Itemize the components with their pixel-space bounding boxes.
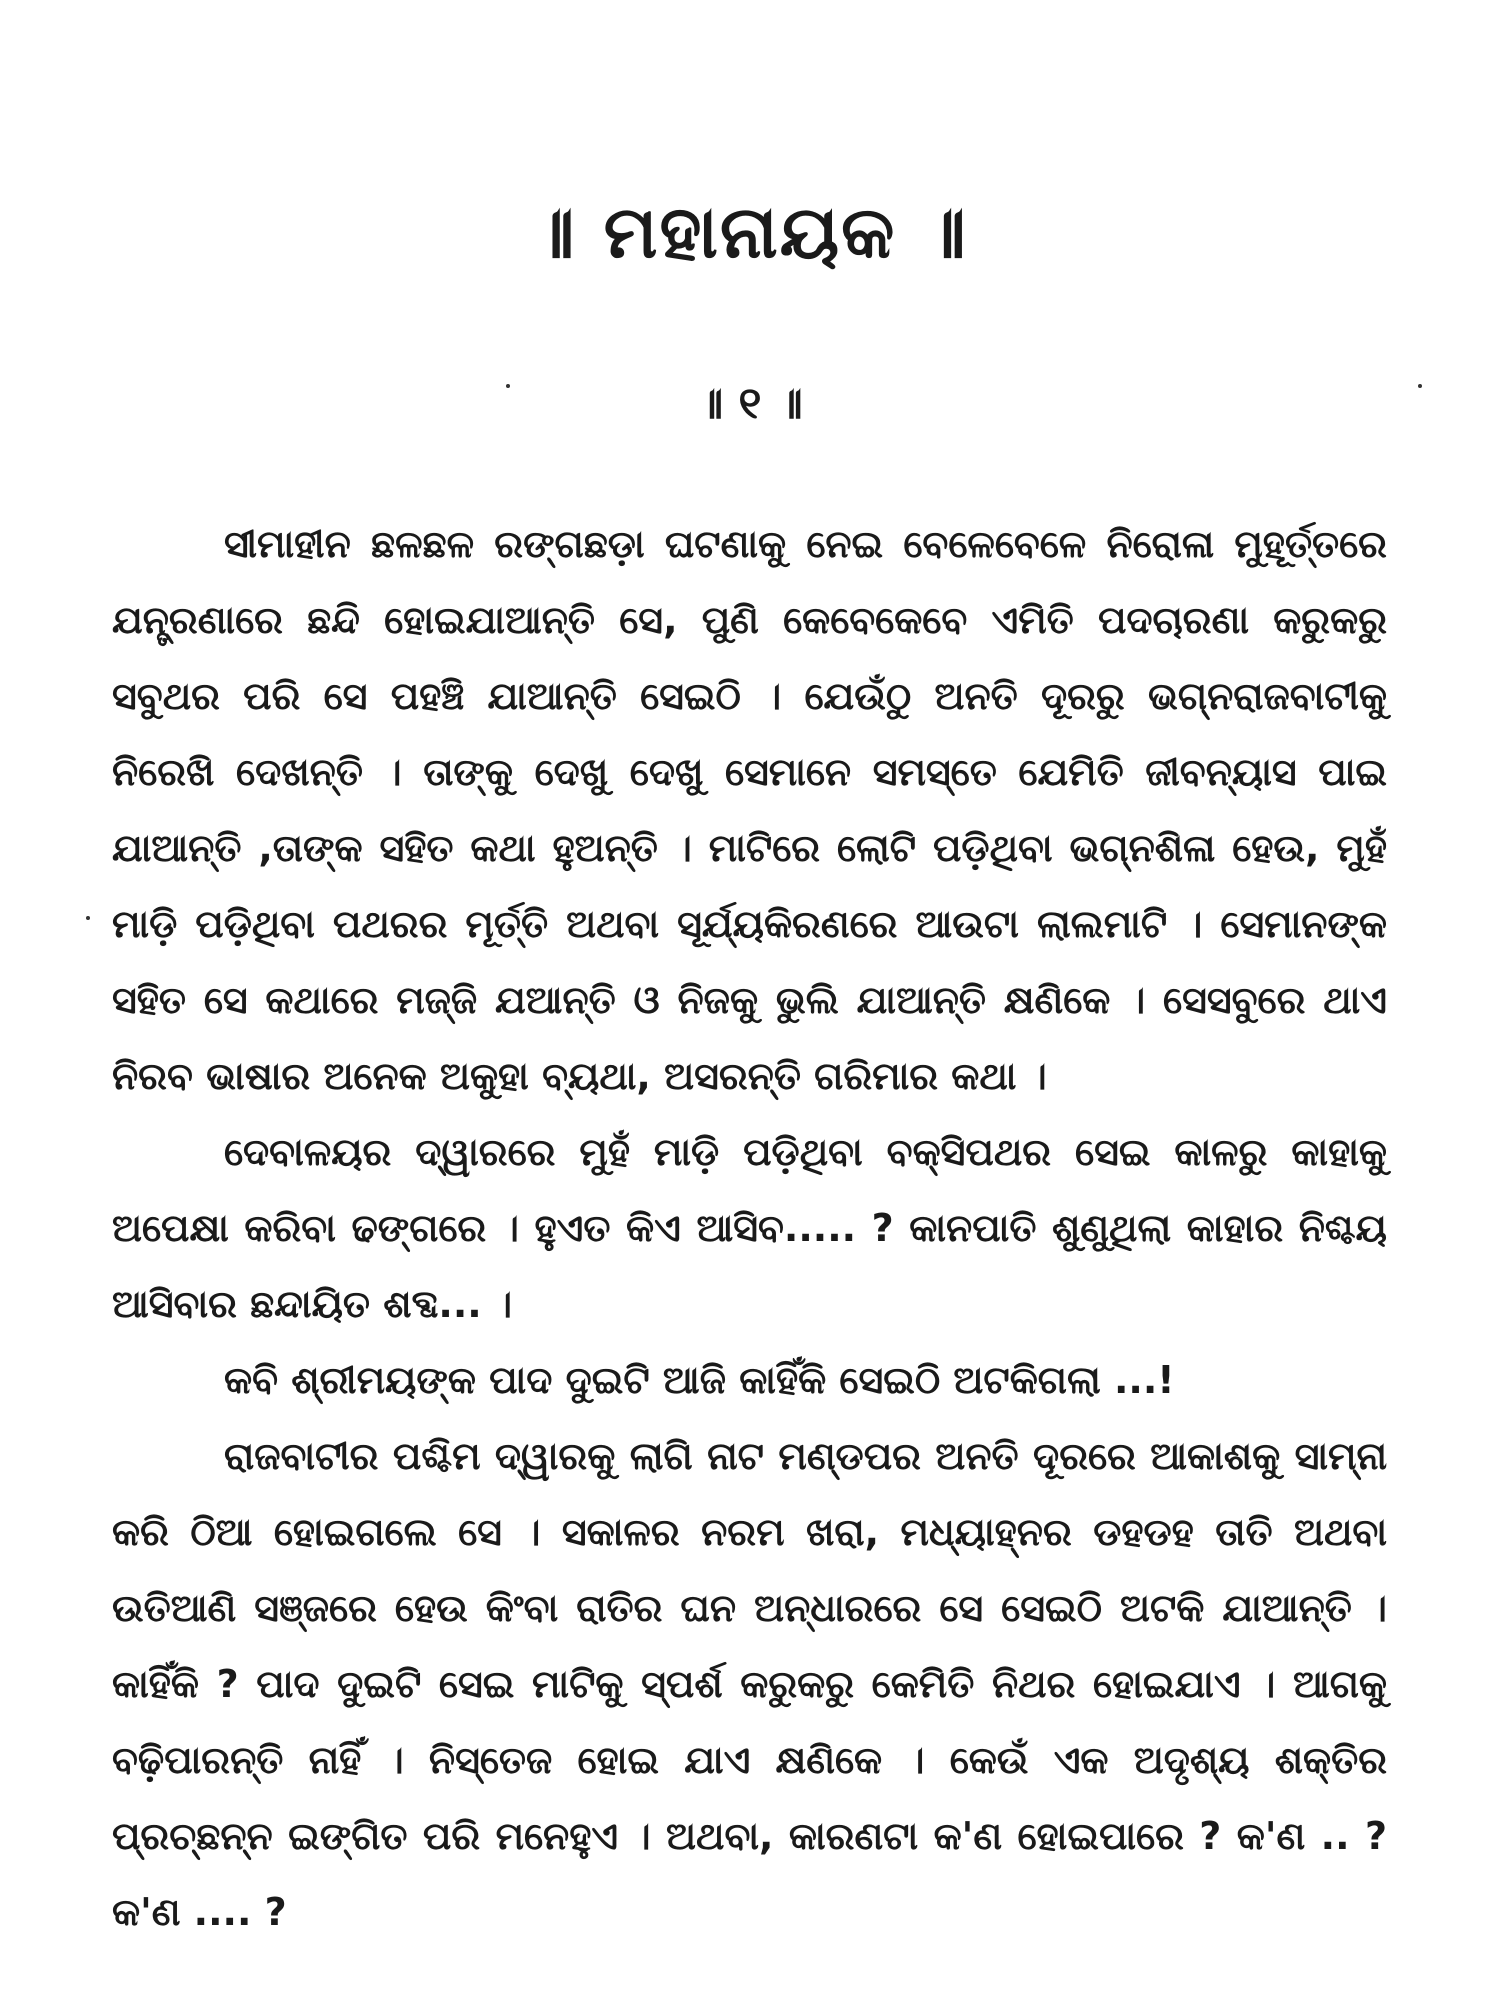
body-text xyxy=(112,506,1387,1950)
paragraph-1: ସୀମାହୀନ ଛଳଛଳ ରଙ୍ଗଛଡ଼ା ଘଟଣାକୁ ନେଇ ବେଳେବେଳେ ନିରୋଳା ମୁହୂର୍ତ୍ତରେ ଯନ୍ତ୍ରଣାରେ ଛନ୍ଦି ହୋଇଯାଆନ୍ତି ସେ, ପୁଣି କେବେକେବେ ଏମିତି ପଦଚାରଣା କରୁକରୁ ସବୁଥର ପରି ସେ ପହଞ୍ଚି ଯାଆନ୍ତି ସେଇଠି । ଯେଉଁଠୁ ଅନତି ଦୂରରୁ ଭଗ୍ନରାଜବାଟୀକୁ ନିରେଖି ଦେଖନ୍ତି । ତାଙ୍କୁ ଦେଖୁ ଦେଖୁ ସେମାନେ ସମସ୍ତେ ଯେମିତି ଜୀବନ୍ୟାସ ପାଇ ଯାଆନ୍ତି ,ତାଙ୍କ ସହିତ କଥା ହୁଅନ୍ତି । ମାଟିରେ ଲୋଟି ପଡ଼ିଥିବା ଭଗ୍ନଶିଳା ହେଉ, ମୁହଁ ମାଡ଼ି ପଡ଼ିଥିବା ପଥରର ମୂର୍ତ୍ତି ଅଥବା ସୂର୍ଯ୍ୟକିରଣରେ ଆଉଟା ଲାଲମାଟି । ସେମାନଙ୍କ ସହିତ ସେ କଥାରେ ମଜ୍ଜି ଯଆନ୍ତି ଓ ନିଜକୁ ଭୁଲି ଯାଆନ୍ତି କ୍ଷଣିକେ । ସେସବୁରେ ଥାଏ ନିରବ ଭାଷାର ଅନେକ ଅକୁହା ବ୍ୟଥା, ଅସରନ୍ତି ଗରିମାର କଥା । xyxy=(112,522,1387,1098)
paragraph-4: ରାଜବାଟୀର ପଶ୍ଚିମ ଦ୍ୱାରକୁ ଲାଗି ନାଟ ମଣ୍ଡପର ଅନତି ଦୂରରେ ଆକାଶକୁ ସାମ୍ନା କରି ଠିଆ ହୋଇଗଲେ ସେ । ସକାଳର ନରମ ଖରା, ମଧ୍ୟାହ୍ନର ଡହଡହ ତାତି ଅଥବା ଉତିଆଣି ସଞ୍ଜରେ ହେଉ କିଂବା ରାତିର ଘନ ଅନ୍ଧାରରେ ସେ ସେଇଠି ଅଟକି ଯାଆନ୍ତି । କାହିଁକି ? ପାଦ ଦୁଇଟି ସେଇ ମାଟିକୁ ସ୍ପର୍ଶ କରୁକରୁ କେମିତି ନିଥର ହୋଇଯାଏ । ଆଗକୁ ବଢ଼ିପାରନ୍ତି ନାହିଁ । ନିସ୍ତେଜ ହୋଇ ଯାଏ କ୍ଷଣିକେ । କେଉଁ ଏକ ଅଦୃଶ୍ୟ ଶକ୍ତିର ପ୍ରଚ୍ଛନ୍ନ ଇଙ୍ଗିତ ପରି ମନେହୁଏ । ଅଥବା, କାରଣଟା କ'ଣ ହୋଇପାରେ ? କ'ଣ .. ? କ'ଣ .... ? xyxy=(112,1434,1387,1934)
chapter-number: ॥ ୧ ॥ xyxy=(697,378,803,429)
paragraph-2: ଦେବାଳୟର ଦ୍ୱାରରେ ମୁହଁ ମାଡ଼ି ପଡ଼ିଥିବା ବକ୍ସିପଥର ସେଇ କାଳରୁ କାହାକୁ ଅପେକ୍ଷା କରିବା ଢଙ୍ଗରେ । ହୁଏତ କିଏ ଆସିବ..... ? କାନପାତି ଶୁଣୁଥିଲା କାହାର ନିଶ୍ଚୟ ଆସିବାର ଛନ୍ଦାୟିତ ଶବ୍ଦ... । xyxy=(112,1130,1387,1326)
page-title: ॥ ମହାନାୟକ ॥ xyxy=(532,190,968,274)
scan-speck xyxy=(506,384,510,388)
scan-speck xyxy=(1418,384,1422,388)
scan-speck xyxy=(86,916,90,920)
paragraph-3: କବି ଶ୍ରୀମୟଙ୍କ ପାଦ ଦୁଇଟି ଆଜି କାହିଁକି ସେଇଠି ଅଟକିଗଲା ...! xyxy=(224,1358,1175,1402)
